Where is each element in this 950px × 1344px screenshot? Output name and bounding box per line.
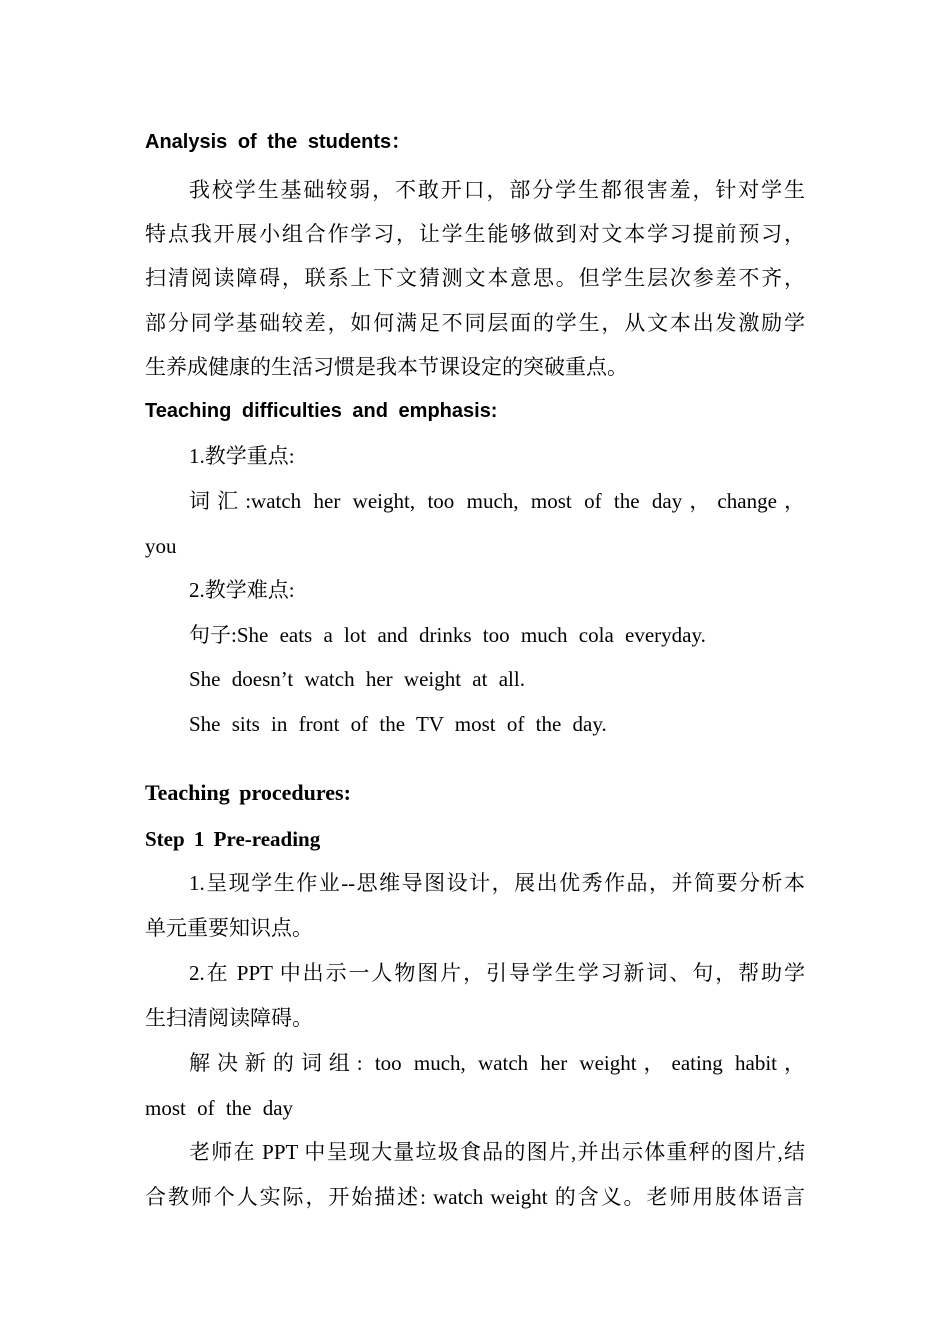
sentence-line: She sits in front of the TV most of the day. — [189, 712, 607, 736]
analysis-paragraph-line: 我校学生基础较弱，不敢开口，部分学生都很害羞，针对学生 — [189, 178, 805, 202]
difficulty-label: 2.教学难点: — [189, 578, 295, 602]
teacher-activity-line: 老师在 PPT 中呈现大量垃圾食品的图片,并出示体重秤的图片,结 — [189, 1140, 805, 1164]
analysis-paragraph-line: 生养成健康的生活习惯是我本节课设定的突破重点。 — [145, 355, 628, 379]
procedure-item-line: 单元重要知识点。 — [145, 916, 313, 940]
vocabulary-continuation: you — [145, 534, 177, 558]
emphasis-label: 1.教学重点: — [189, 444, 295, 468]
analysis-paragraph-line: 扫清阅读障碍，联系上下文猜测文本意思。但学生层次参差不齐， — [145, 266, 805, 290]
analysis-paragraph-line: 特点我开展小组合作学习，让学生能够做到对文本学习提前预习， — [145, 222, 805, 246]
procedure-item-line: 2.在 PPT 中出示一人物图片，引导学生学习新词、句，帮助学 — [189, 961, 805, 985]
vocabulary-line: 词汇:watch her weight, too much, most of the day，change， — [189, 489, 805, 513]
analysis-heading: Analysis of the students： — [145, 131, 412, 153]
phrases-continuation: most of the day — [145, 1096, 294, 1120]
phrases-line: 解决新的词组: too much, watch her weight，eating habit， — [189, 1051, 805, 1075]
sentence-line: She doesn’t watch her weight at all. — [189, 667, 525, 691]
sentence-line: 句子:She eats a lot and drinks too much cola everyday. — [189, 623, 706, 647]
difficulties-heading: Teaching difficulties and emphasis: — [145, 400, 498, 422]
procedure-item-line: 1.呈现学生作业--思维导图设计，展出优秀作品，并简要分析本 — [189, 871, 805, 895]
step-1-title: Step 1 Pre-reading — [145, 827, 321, 851]
analysis-paragraph-line: 部分同学基础较差，如何满足不同层面的学生，从文本出发激励学 — [145, 311, 805, 335]
procedures-heading: Teaching procedures: — [145, 780, 351, 805]
procedure-item-line: 生扫清阅读障碍。 — [145, 1006, 313, 1030]
teacher-activity-line: 合教师个人实际，开始描述: watch weight 的含义。老师用肢体语言 — [145, 1185, 805, 1209]
